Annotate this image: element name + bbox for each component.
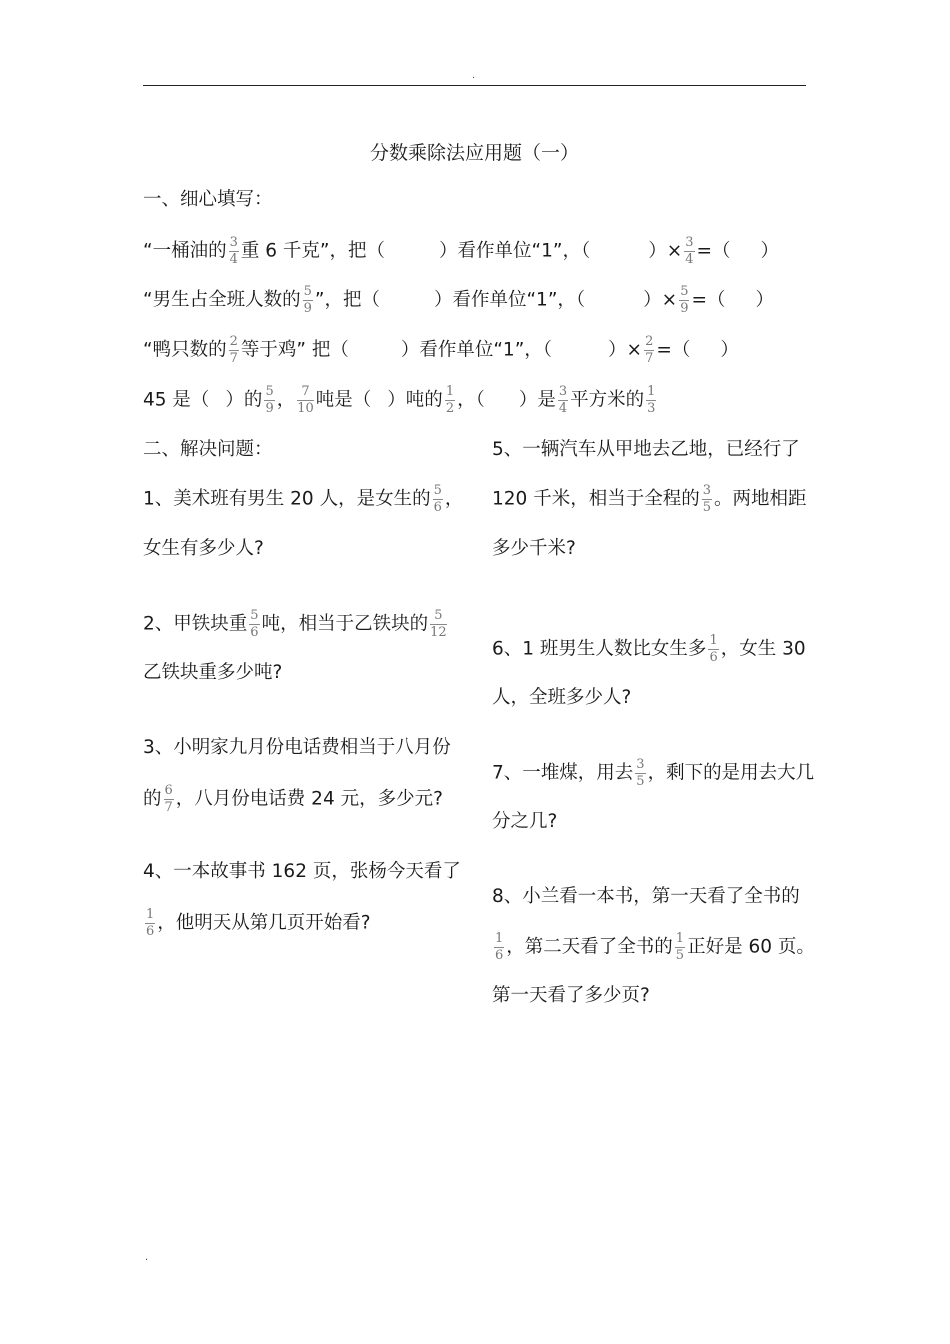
section2-heading: 二、解决问题： [143,439,273,460]
denominator: 9 [303,301,312,316]
numerator: 1 [675,931,685,946]
text: ，他明天从第几页开始看? [157,912,371,934]
header-rule [143,85,806,86]
denominator: 7 [229,351,238,366]
denominator: 5 [675,948,685,963]
fraction [433,484,443,515]
fill-row-2 [143,285,774,316]
denominator: 9 [265,401,274,416]
question-2-line-1 [143,609,449,640]
numerator: 3 [229,235,238,250]
fraction [679,285,689,316]
text: “鸭只数的 [143,339,227,361]
text: ）吨的 [387,389,443,411]
fraction [445,385,455,416]
denominator: 12 [430,625,447,640]
text: ）× [643,289,678,311]
numerator: 5 [430,609,447,625]
text: “男生占全班人数的 [143,289,301,311]
numerator: 3 [702,483,711,498]
numerator: 6 [164,783,173,798]
text: ，（ [457,389,485,411]
question-3-line-2 [143,784,443,815]
fraction [430,609,447,640]
text: ）看作单位“1”，（ [400,339,553,361]
denominator: 2 [445,401,455,416]
numerator: 2 [645,334,654,349]
text: ）看作单位“1”，（ [433,289,586,311]
denominator: 4 [558,401,568,416]
text: 吨是（ [315,389,372,411]
question-1-line-2: 女生有多少人? [143,538,264,559]
fraction [229,236,239,267]
question-4-line-2 [143,908,371,939]
footer-mark: . [145,1252,149,1263]
question-7-line-1 [492,758,814,789]
text: 正好是 60 页。 [687,936,815,958]
numerator: 1 [146,907,155,922]
numerator: 3 [685,235,694,250]
text: 7、一堆煤，用去 [492,762,634,784]
question-8-line-2 [492,932,815,963]
section1-heading: 一、细心填写： [143,189,273,210]
denominator: 6 [146,924,155,939]
page-title: 分数乘除法应用题（一） [370,142,580,164]
fraction [646,385,656,416]
fraction [297,385,314,416]
fraction [635,758,645,789]
text: ） [720,339,739,361]
text: ）是 [518,389,556,411]
denominator: 7 [645,351,654,366]
question-2-line-2: 乙铁块重多少吨? [143,662,283,683]
text: =（ [656,339,691,361]
text: 。两地相距 [713,488,807,510]
denominator: 6 [709,650,718,665]
text: 等于鸡” 把（ [240,339,349,361]
fraction [303,285,313,316]
text: ，剩下的是用去大几 [647,762,815,784]
numerator: 3 [636,757,645,772]
text: ）的 [225,389,263,411]
denominator: 6 [433,500,442,515]
question-5-line-3: 多少千米? [492,538,576,559]
text: ，第二天看了全书的 [506,936,673,958]
text: ， [276,389,296,411]
numerator: 1 [647,384,656,399]
numerator: 2 [229,334,238,349]
text: ”，把（ [314,289,380,311]
numerator: 5 [303,284,312,299]
question-8-line-1: 8、小兰看一本书，第一天看了全书的 [492,886,800,907]
denominator: 4 [685,252,694,267]
text: 平方米的 [570,389,645,411]
fraction [249,609,259,640]
denominator: 5 [636,774,645,789]
denominator: 6 [250,625,259,640]
text: 45 是（ [143,389,210,411]
text: ，八月份电话费 24 元，多少元? [175,788,443,810]
denominator: 9 [680,301,689,316]
text: “一桶油的 [143,240,227,262]
text: =（ [691,289,726,311]
question-5-line-2 [492,484,807,515]
fraction [675,932,685,963]
fraction [558,385,568,416]
numerator: 5 [265,384,274,399]
denominator: 3 [647,401,656,416]
numerator: 7 [297,385,314,401]
fraction [264,385,274,416]
text: =（ [696,240,731,262]
text: 吨，相当于乙铁块的 [261,613,429,635]
question-6-line-1 [492,634,806,665]
denominator: 5 [702,500,711,515]
text: 重 6 千克”，把（ [240,240,385,262]
fraction [145,908,155,939]
text: ）看作单位“1”，（ [439,240,591,262]
question-8-line-3: 第一天看了多少页? [492,985,650,1006]
text: 1、美术班有男生 20 人，是女生的 [143,488,431,510]
fraction [708,634,718,665]
denominator: 6 [495,948,504,963]
denominator: 10 [297,401,314,416]
text: ）× [648,240,683,262]
question-5-line-1: 5、一辆汽车从甲地去乙地，已经行了 [492,439,800,460]
numerator: 5 [433,483,442,498]
text: ，女生 30 [720,638,806,660]
question-4-line-1: 4、一本故事书 162 页，张杨今天看了 [143,861,461,882]
fraction [684,236,694,267]
question-6-line-2: 人，全班多少人? [492,687,632,708]
denominator: 4 [229,252,238,267]
numerator: 5 [680,284,689,299]
numerator: 1 [445,384,455,399]
fraction [164,784,174,815]
text: ） [755,289,774,311]
text: 6、1 班男生人数比女生多 [492,638,707,660]
text: ， [444,488,464,510]
fill-row-4 [143,385,658,416]
fraction [229,335,239,366]
numerator: 3 [558,384,568,399]
fraction [494,932,504,963]
text: 2、甲铁块重 [143,613,248,635]
text: 的 [143,788,162,810]
numerator: 1 [709,633,718,648]
text: 120 千米，相当于全程的 [492,488,700,510]
question-7-line-2: 分之几? [492,811,558,832]
fraction [702,484,712,515]
question-1-line-1 [143,484,463,515]
text: ）× [608,339,643,361]
numerator: 5 [250,608,259,623]
fraction [644,335,654,366]
header-mark: . [472,70,476,81]
question-3-line-1: 3、小明家九月份电话费相当于八月份 [143,737,451,758]
fill-row-3 [143,335,739,366]
denominator: 7 [164,800,173,815]
fill-row-1 [143,236,779,267]
text: ） [760,240,780,262]
numerator: 1 [495,931,504,946]
